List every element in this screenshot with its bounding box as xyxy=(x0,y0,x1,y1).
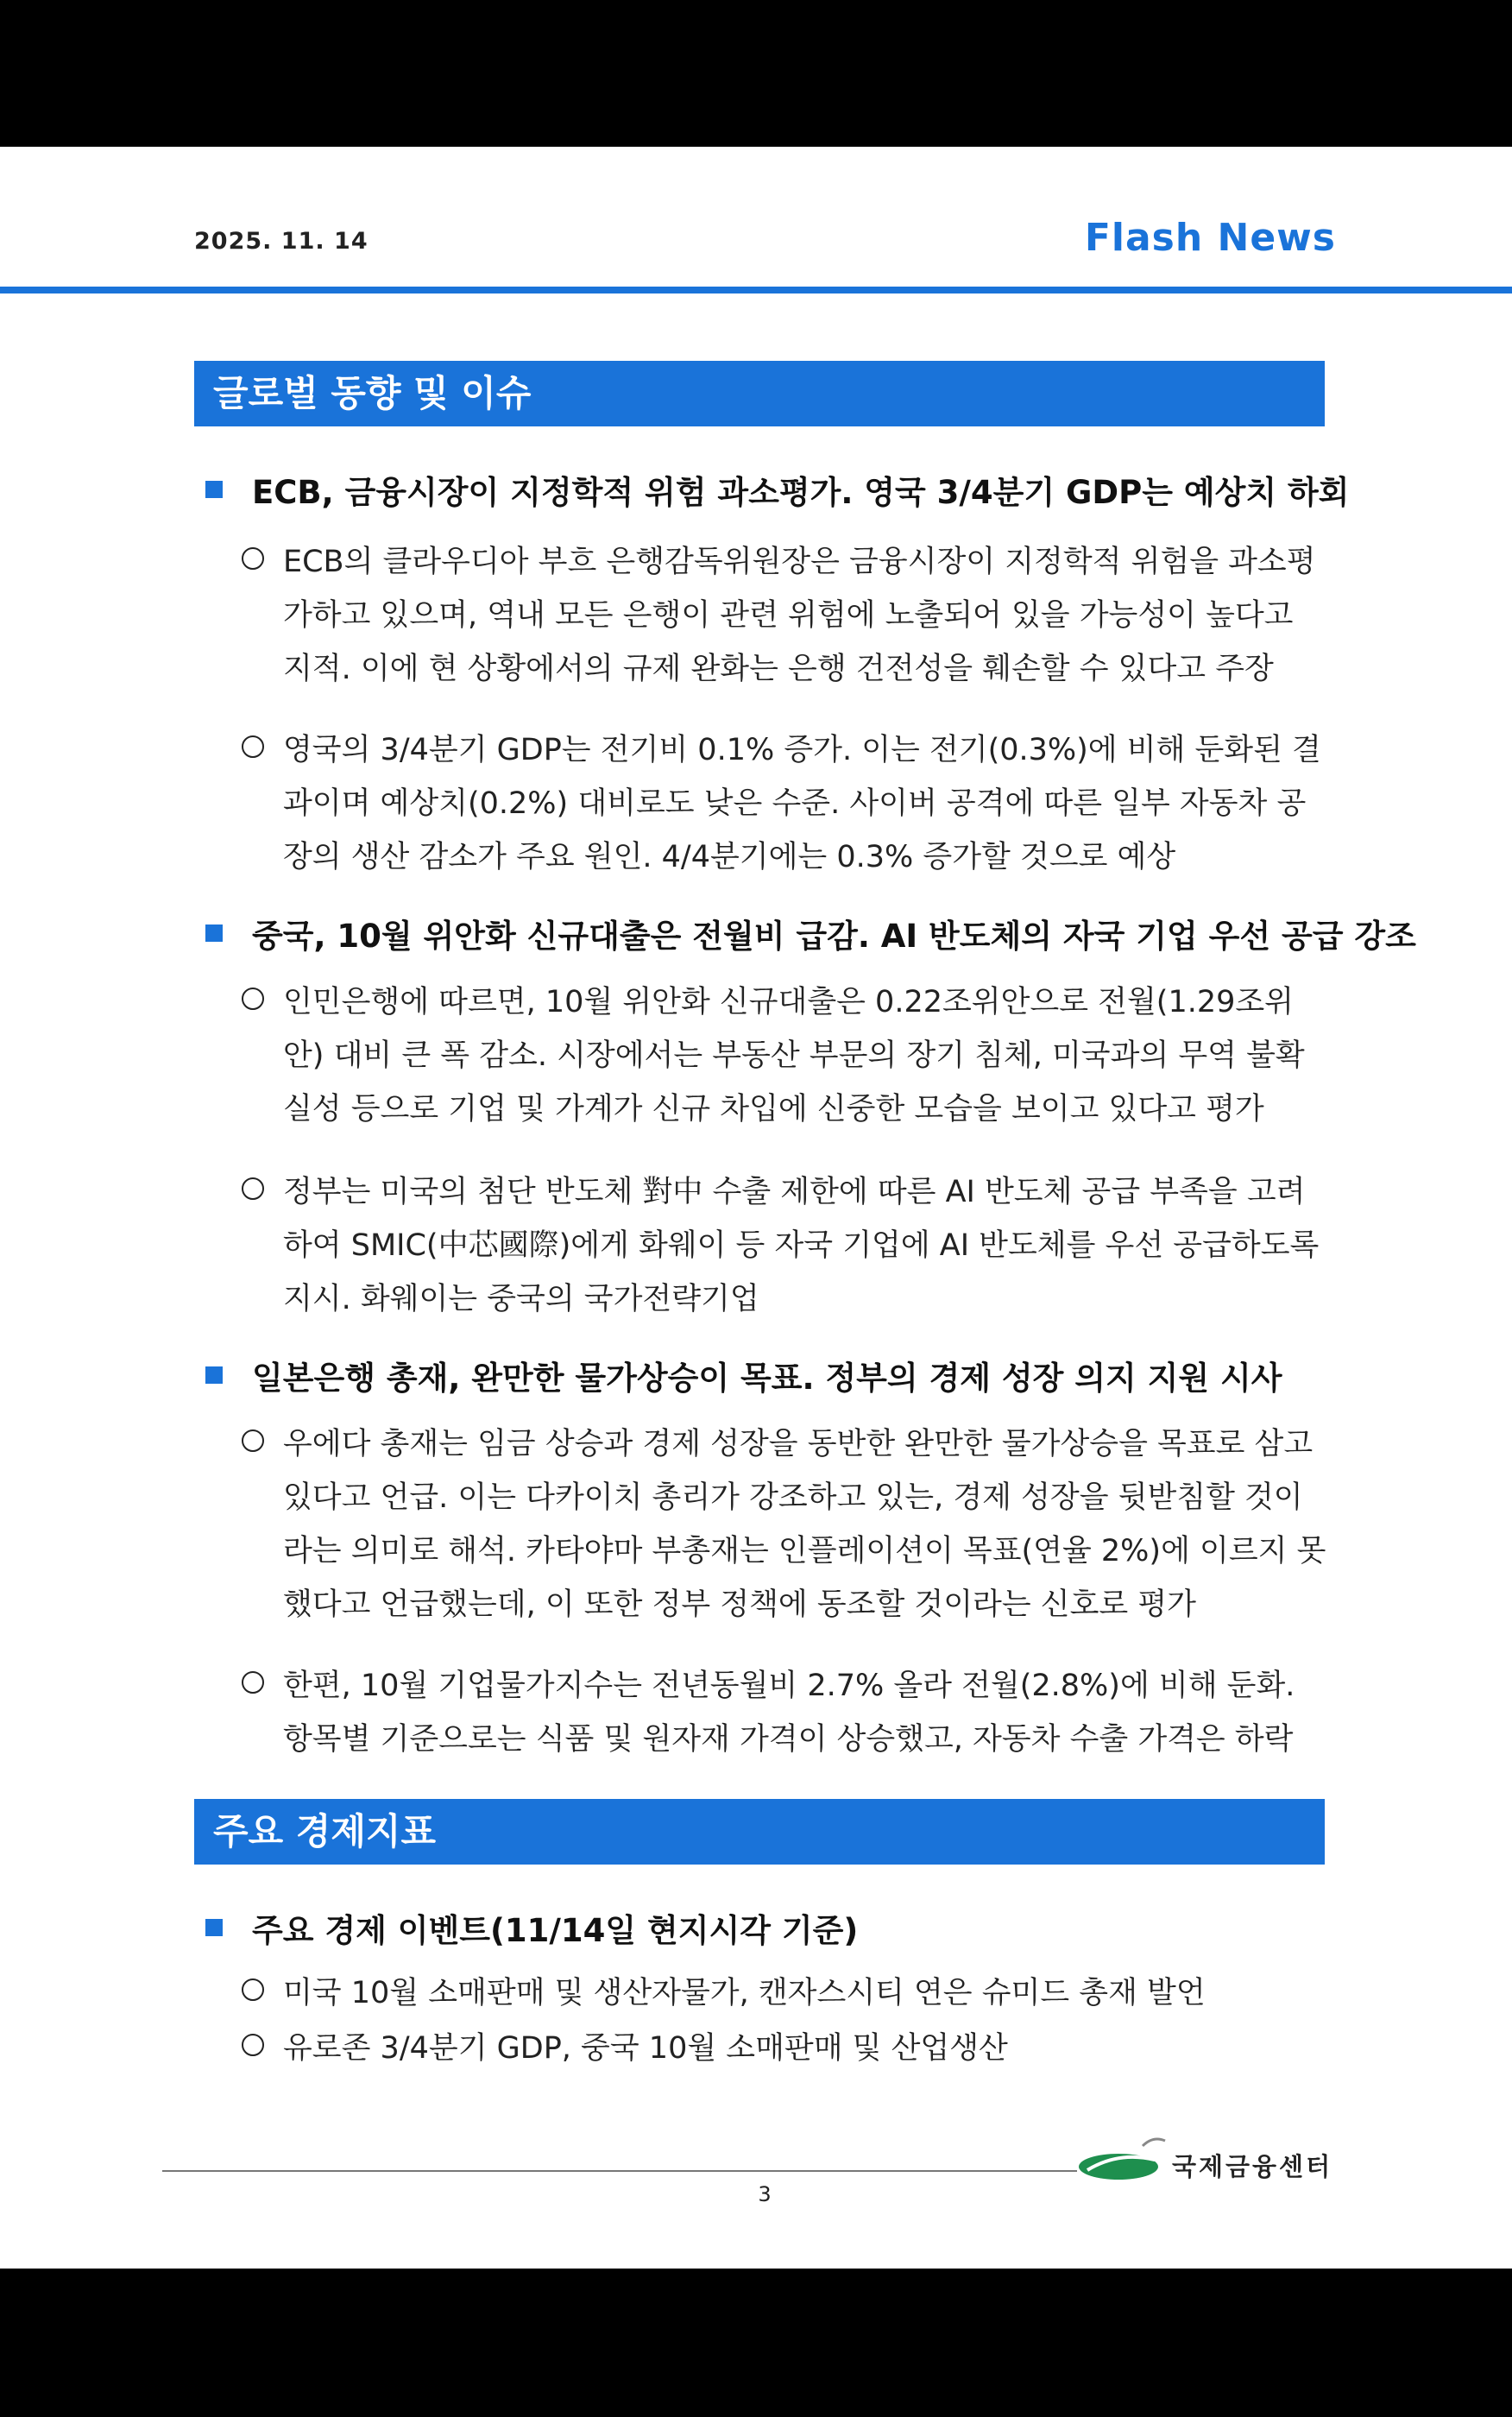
circle-bullet-icon xyxy=(242,1177,264,1200)
logo-text: 국제금융센터 xyxy=(1172,2152,1333,2181)
circle-bullet-icon xyxy=(242,988,264,1010)
bullet-square-icon xyxy=(205,1366,223,1384)
bullet-paragraph: ECB의 클라우디아 부흐 은행감독위원장은 금융시장이 지정학적 위험을 과소평가하고 있으며, 역내 모든 은행이 관련 위험에 노출되어 있을 가능성이 높다고 지적. 이에 현 상황에서의 규제 완화는 은행 건전성을 훼손할 수 있다고 주장 xyxy=(242,535,1331,696)
section-title-indicators: 주요 경제지표 xyxy=(194,1799,1325,1865)
bullet-paragraph: 인민은행에 따르면, 10월 위안화 신규대출은 0.22조위안으로 전월(1.29조위안) 대비 큰 폭 감소. 시장에서는 부동산 부문의 장기 침체, 미국과의 무역 불확실성 등으로 기업 및 가계가 신규 차입에 신중한 모습을 보이고 있다고 평가 xyxy=(242,975,1331,1136)
report-date: 2025. 11. 14 xyxy=(194,228,369,255)
circle-bullet-icon xyxy=(242,1978,264,2001)
bullet-paragraph: 영국의 3/4분기 GDP는 전기비 0.1% 증가. 이는 전기(0.3%)에 비해 둔화된 결과이며 예상치(0.2%) 대비로도 낮은 수준. 사이버 공격에 따른 일부 자동차 공장의 생산 감소가 주요 원인. 4/4분기에는 0.3% 증가할 것으로 예상 xyxy=(242,723,1331,884)
footer-divider xyxy=(162,2170,1077,2172)
bullet-square-icon xyxy=(205,481,223,498)
topic-heading-china: 중국, 10월 위안화 신규대출은 전월비 급감. AI 반도체의 자국 기업 우선 공급 강조 xyxy=(205,910,1416,956)
bullet-square-icon xyxy=(205,925,223,942)
document-page xyxy=(0,147,1512,2269)
circle-bullet-icon xyxy=(242,547,264,570)
event-item: 유로존 3/4분기 GDP, 중국 10월 소매판매 및 산업생산 xyxy=(242,2022,1331,2075)
circle-bullet-icon xyxy=(242,2034,264,2056)
bullet-square-icon xyxy=(205,1919,223,1936)
event-item: 미국 10월 소매판매 및 생산자물가, 캔자스시티 연은 슈미드 총재 발언 xyxy=(242,1966,1331,2020)
flash-news-title: Flash News xyxy=(1084,216,1336,260)
bullet-paragraph: 한편, 10월 기업물가지수는 전년동월비 2.7% 올라 전월(2.8%)에 비해 둔화. 항목별 기준으로는 식품 및 원자재 가격이 상승했고, 자동차 수출 가격은 하락 xyxy=(242,1659,1331,1766)
circle-bullet-icon xyxy=(242,735,264,758)
topic-heading-ecb: ECB, 금융시장이 지정학적 위험 과소평가. 영국 3/4분기 GDP는 예상치 하회 xyxy=(205,466,1349,513)
section-title-global: 글로벌 동향 및 이슈 xyxy=(194,361,1325,426)
circle-bullet-icon xyxy=(242,1429,264,1452)
bullet-paragraph: 정부는 미국의 첨단 반도체 對中 수출 제한에 따른 AI 반도체 공급 부족을 고려하여 SMIC(中芯國際)에게 화웨이 등 자국 기업에 AI 반도체를 우선 공급하도록 지시. 화웨이는 중국의 국가전략기업 xyxy=(242,1165,1331,1326)
circle-bullet-icon xyxy=(242,1671,264,1694)
page-number: 3 xyxy=(758,2182,772,2206)
header-divider xyxy=(0,287,1512,293)
topic-heading-events: 주요 경제 이벤트(11/14일 현지시각 기준) xyxy=(205,1904,858,1951)
bullet-paragraph: 우에다 총재는 임금 상승과 경제 성장을 동반한 완만한 물가상승을 목표로 삼고 있다고 언급. 이는 다카이치 총리가 강조하고 있는, 경제 성장을 뒷받침할 것이라는 의미로 해석. 카타야마 부총재는 인플레이션이 목표(연율 2%)에 이르지 못했다고 언급했는데, 이 또한 정부 정책에 동조할 것이라는 신호로 평가 xyxy=(242,1417,1331,1631)
topic-heading-japan: 일본은행 총재, 완만한 물가상승이 목표. 정부의 경제 성장 의지 지원 시사 xyxy=(205,1352,1282,1398)
